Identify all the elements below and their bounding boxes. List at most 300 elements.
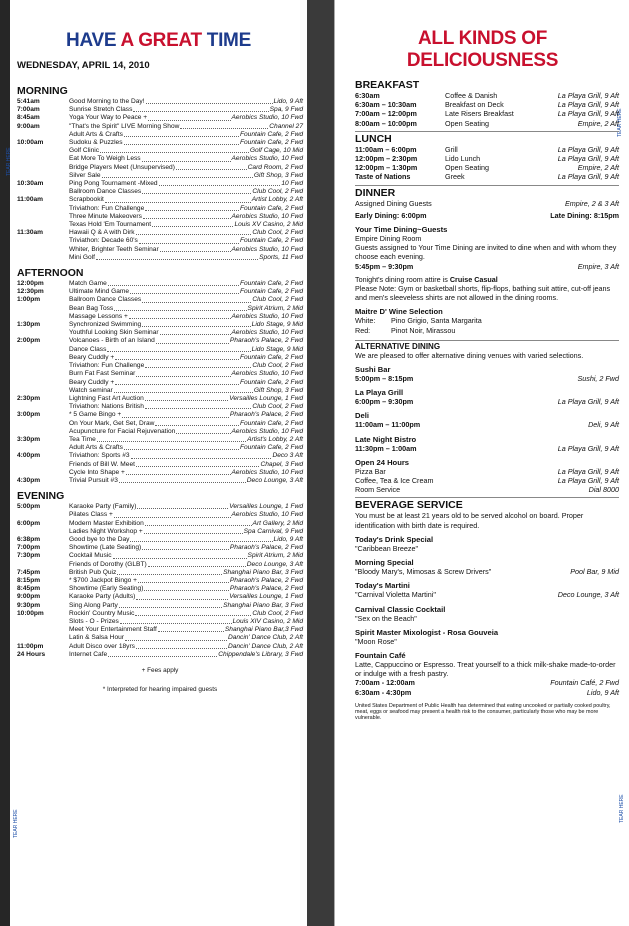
event-name: Ladies Night Workshop + [69, 527, 143, 535]
schedule-time: 10:30am [17, 180, 44, 188]
schedule-event [69, 503, 303, 511]
schedule-event [69, 528, 303, 536]
lunch-location: La Playa Grill, 9 Aft [557, 154, 619, 164]
schedule-event [69, 221, 303, 229]
event-location: Fountain Cafe, 2 Fwd [239, 130, 303, 138]
schedule-event [69, 362, 303, 370]
open-24-list [355, 467, 619, 495]
breakfast-location: La Playa Grill, 9 Aft [557, 109, 619, 119]
open-24-item: Pizza Bar [355, 466, 386, 476]
schedule-row [17, 643, 303, 651]
leader-dots [100, 147, 249, 153]
beverage-intro: You must be at least 21 years old to be served alcohol on board. Proper identification with birth date is required. [355, 511, 584, 530]
schedule-event [69, 321, 303, 329]
leader-dots [136, 461, 260, 467]
schedule-events [69, 552, 303, 568]
event-name: Cocktail Music [69, 552, 112, 560]
event-location: Club Cool, 2 Fwd [252, 296, 303, 304]
venue-location: Sushi, 2 Fwd [577, 374, 619, 384]
event-name: Beary Cuddly + [69, 353, 115, 361]
beverage-text: "Bloody Mary's, Mimosas & Screw Drivers" [355, 567, 492, 577]
lunch-time: 12:00pm – 1:30pm [355, 163, 418, 173]
schedule-event [69, 643, 303, 651]
event-name: Tea Time [69, 435, 96, 443]
schedule-events [69, 503, 303, 519]
lunch-item: Open Seating [445, 163, 489, 173]
leader-dots [145, 520, 252, 526]
event-location: Golf Cage, 10 Mid [249, 147, 303, 155]
event-name: Dance Class [69, 345, 107, 353]
event-location: Aerobics Studio, 10 Fwd [231, 114, 303, 122]
schedule-event [69, 610, 303, 618]
schedule-event [69, 329, 303, 337]
beverage-row [355, 544, 619, 553]
leader-dots [114, 305, 246, 311]
breakfast-row [355, 100, 619, 109]
breakfast-time: 6:30am – 10:30am [355, 100, 417, 110]
schedule-event [69, 139, 303, 147]
event-name: Ping Pong Tournament -Mixed [69, 180, 158, 188]
event-location: Spa, 9 Fwd [269, 106, 303, 114]
breakfast-location: La Playa Grill, 9 Aft [557, 100, 619, 110]
tear-here-label-right-2: TEAR HERE [619, 794, 625, 823]
breakfast-item: Open Seating [445, 118, 489, 128]
leader-dots [142, 321, 250, 327]
breakfast-item: Breakfast on Deck [445, 100, 504, 110]
event-name: "That's the Spirit" LIVE Morning Show [69, 122, 180, 130]
schedule-events [69, 610, 303, 643]
event-name: Golf Clinic [69, 147, 100, 155]
leader-dots [158, 626, 224, 632]
event-name: Ballroom Dance Classes [69, 296, 142, 304]
leader-dots [131, 452, 272, 458]
leader-dots [137, 503, 228, 509]
event-location: Pharaoh's Palace, 2 Fwd [229, 585, 303, 593]
breakfast-row [355, 109, 619, 118]
event-name: Triviathon: Decade 60's [69, 237, 138, 245]
schedule-event [69, 536, 303, 544]
event-location: Deco Lounge, 3 Aft [246, 476, 303, 484]
section-heading: EVENING [17, 490, 65, 503]
event-name: Acupuncture for Facial Rejuvenation [69, 427, 176, 435]
event-name: Lightning Fast Art Auction [69, 394, 144, 402]
event-location: Spirit Atrium, 2 Mid [247, 304, 303, 312]
breakfast-location: La Playa Grill, 9 Aft [557, 91, 619, 100]
interpreted-note: * Interpreted for hearing impaired guests [102, 686, 218, 693]
schedule-events [69, 520, 303, 536]
event-location: Pharaoh's Palace, 2 Fwd [229, 576, 303, 584]
schedule-date: WEDNESDAY, APRIL 14, 2010 [17, 60, 150, 71]
event-location: Fountain Cafe, 2 Fwd [239, 288, 303, 296]
schedule-row [17, 337, 303, 394]
schedule-event [69, 229, 303, 237]
beverage-title: Carnival Classic Cocktail [355, 604, 446, 614]
event-name: Good bye to the Day [69, 535, 130, 543]
schedule-event [69, 452, 303, 460]
schedule-row [17, 593, 303, 601]
lunch-time: Taste of Nations [355, 172, 411, 182]
beverage-title: Today's Martini [355, 581, 410, 591]
schedule-event [69, 411, 303, 419]
leader-dots [136, 593, 228, 599]
schedule-events [69, 395, 303, 411]
alt-venue-list [355, 365, 619, 453]
schedule-events [69, 477, 303, 485]
schedule-time: 7:00am [17, 106, 40, 114]
event-name: Whiter, Brighter Teeth Seminar [69, 245, 159, 253]
event-location: 10 Fwd [281, 180, 303, 188]
schedule-row [17, 114, 303, 122]
schedule-time: 11:00pm [17, 642, 44, 650]
schedule-time: 7:30pm [17, 552, 41, 560]
event-name: Good Morning to the Day! [69, 98, 145, 105]
event-location: Aerobics Studio, 10 Fwd [231, 312, 303, 320]
right-page [334, 0, 629, 926]
event-name: Slots - O - Prizes [69, 617, 119, 625]
title-part-1: HAVE [66, 30, 121, 51]
schedule-event [69, 634, 303, 642]
event-name: Massage Lessons + [69, 312, 128, 320]
event-location: Spa Carnival, 9 Fwd [243, 527, 303, 535]
event-location: Fountain Cafe, 2 Fwd [239, 280, 303, 288]
leader-dots [148, 114, 230, 120]
schedule-row [17, 180, 303, 196]
leader-dots [115, 354, 239, 360]
schedule-event [69, 602, 303, 610]
schedule-events [69, 114, 303, 122]
leader-dots [159, 180, 281, 186]
assigned-dining-location: Empire, 2 & 3 Aft [564, 198, 619, 208]
event-name: * 5 Game Bingo + [69, 411, 122, 419]
schedule-events [69, 180, 303, 196]
attire-note: Please Note: Gym or basketball shorts, flip-flops, bathing suit attire, cut-off jeans and men's sleeveless shirts are not allowed in the dining rooms. [355, 284, 611, 303]
title-part-3: TIME [206, 30, 251, 51]
schedule-row [17, 569, 303, 577]
open-24-location: La Playa Grill, 9 Aft [557, 466, 619, 476]
event-location: Pharaoh's Palace, 2 Fwd [229, 411, 303, 419]
wine-white [355, 316, 619, 325]
venue-location: Deli, 9 Aft [588, 420, 619, 430]
event-location: Lido, 9 Aft [273, 535, 303, 543]
event-location: Fountain Cafe, 2 Fwd [239, 378, 303, 386]
schedule-time: 12:00pm [17, 280, 44, 288]
schedule-time: 5:00pm [17, 503, 41, 511]
event-location: Aerobics Studio, 10 Fwd [231, 427, 303, 435]
open-24-item: Coffee, Tea & Ice Cream [355, 476, 434, 486]
lunch-list [355, 145, 619, 182]
event-location: Aerobics Studio, 10 Fwd [231, 468, 303, 476]
schedule-events [69, 643, 303, 651]
event-name: Pilates Class + [69, 511, 113, 519]
schedule-event [69, 444, 303, 452]
event-name: Trivial Pursuit #3 [69, 476, 118, 484]
schedule-event [69, 246, 303, 254]
venue-row [355, 420, 619, 429]
schedule-event [69, 618, 303, 626]
schedule-event [69, 403, 303, 411]
event-location: Deco 3 Aft [272, 452, 303, 460]
event-location: Fountain Cafe, 2 Fwd [239, 237, 303, 245]
event-name: Modern Master Exhibition [69, 519, 144, 527]
right-title [335, 28, 629, 72]
leader-dots [124, 131, 239, 137]
schedule-events [69, 123, 303, 139]
schedule-events [69, 436, 303, 452]
schedule-event [69, 296, 303, 304]
dining-guide [355, 76, 619, 721]
event-location: Art Gallery, 2 Mid [252, 519, 303, 527]
lunch-row [355, 163, 619, 172]
event-name: Karaoke Party (Adults) [69, 593, 136, 601]
event-name: Synchronized Swimming [69, 321, 142, 329]
event-name: Showtime (Early Seating) [69, 585, 144, 593]
your-time-hours: 5:45pm – 9:30pm [355, 261, 414, 271]
schedule-event [69, 213, 303, 221]
schedule-sections [17, 85, 303, 659]
schedule-events [69, 651, 303, 659]
leader-dots [119, 602, 222, 608]
event-location: Versailles Lounge, 1 Fwd [229, 593, 303, 601]
event-location: Club Cool, 2 Fwd [252, 403, 303, 411]
venue-row [355, 374, 619, 383]
beverage-title: Morning Special [355, 558, 414, 568]
cafe-text: Latte, Cappuccino or Espresso. Treat yourself to a thick milk-shake made-to-order or indulge with a fresh pastry. [355, 659, 616, 679]
breakfast-list [355, 91, 619, 128]
schedule-event [69, 254, 303, 262]
schedule-event [69, 180, 303, 188]
leader-dots [108, 280, 239, 286]
wine-red [355, 326, 619, 335]
section-heading: MORNING [17, 85, 68, 97]
event-location: Aerobics Studio, 10 Fwd [231, 155, 303, 163]
schedule-time: 6:00pm [17, 519, 41, 527]
activity-schedule [17, 60, 303, 693]
event-location: Fountain Cafe, 2 Fwd [239, 419, 303, 427]
leader-dots [129, 313, 231, 319]
tear-here-label-2: TEAR HERE [13, 809, 19, 838]
breakfast-heading: BREAKFAST [355, 79, 420, 91]
lunch-location: La Playa Grill, 9 Aft [557, 172, 619, 182]
breakfast-row [355, 119, 619, 128]
event-location: Fountain Cafe, 2 Fwd [239, 139, 303, 147]
schedule-row [17, 123, 303, 139]
schedule-row [17, 411, 303, 436]
event-location: Aerobics Studio, 10 Fwd [231, 511, 303, 519]
event-location: Pharaoh's Palace, 2 Fwd [229, 544, 303, 552]
wine-red-value: Pinot Noir, Mirassou [391, 325, 456, 335]
beverage-row [355, 637, 619, 646]
your-time-text: Guests assigned to Your Time Dining are invited to dine when and with whom they choose each evening. [355, 243, 617, 262]
event-location: Aerobics Studio, 10 Fwd [231, 370, 303, 378]
event-name: Cycle Into Shape + [69, 468, 125, 476]
leader-dots [119, 477, 246, 483]
breakfast-location: Empire, 2 Aft [577, 118, 619, 128]
schedule-event [69, 123, 303, 131]
schedule-events [69, 196, 303, 229]
your-time-location: Empire, 3 Aft [577, 261, 619, 271]
cafe-hours-location: Lido, 9 Aft [586, 687, 619, 697]
schedule-time: 2:00pm [17, 337, 41, 345]
schedule-event [69, 337, 303, 345]
alt-dining-intro: We are pleased to offer alternative dining venues with varied selections. [355, 350, 584, 360]
schedule-row [17, 280, 303, 288]
cafe-heading: Fountain Café [355, 650, 406, 660]
attire-line [355, 275, 619, 284]
schedule-events [69, 593, 303, 601]
beverage-location: Pool Bar, 9 Mid [570, 567, 619, 577]
event-location: Gift Shop, 3 Fwd [253, 171, 303, 179]
leader-dots [107, 346, 250, 352]
event-name: Adult Arts & Crafts [69, 130, 123, 138]
schedule-time: 10:00pm [17, 609, 44, 617]
schedule-events [69, 139, 303, 180]
beverage-row [355, 614, 619, 623]
event-location: Card Room, 2 Fwd [247, 163, 303, 171]
lunch-row [355, 145, 619, 154]
event-name: Hawaii Q & A with Dirk [69, 229, 135, 237]
event-location: Dancin' Dance Club, 2 Aft [227, 642, 303, 650]
left-page-edge [0, 0, 10, 926]
event-name: Triviathon: Fun Challenge [69, 204, 145, 212]
event-name: Showtime (Late Seating) [69, 544, 142, 552]
left-page [0, 0, 308, 926]
event-location: Chapel, 3 Fwd [260, 460, 303, 468]
leader-dots [102, 172, 253, 178]
schedule-row [17, 503, 303, 519]
left-title [10, 30, 307, 52]
schedule-events [69, 536, 303, 544]
lunch-time: 11:00am – 6:00pm [355, 144, 417, 154]
leader-dots [143, 213, 231, 219]
event-location: Channel 27 [269, 122, 303, 130]
leader-dots [160, 329, 231, 335]
cafe-row [355, 678, 619, 687]
venue-hours: 11:00am – 11:00pm [355, 420, 421, 430]
schedule-event [69, 651, 303, 659]
venue-name: Sushi Bar [355, 365, 391, 375]
event-name: Mini Golf [69, 253, 96, 261]
schedule-event [69, 469, 303, 477]
title-part-2: A GREAT [120, 30, 207, 51]
leader-dots [176, 428, 230, 434]
seating-times [355, 211, 619, 220]
schedule-event [69, 379, 303, 387]
lunch-location: Empire, 2 Aft [577, 163, 619, 173]
your-time-heading: Your Time Dining~Guests [355, 225, 448, 235]
event-name: Sudoku & Puzzles [69, 139, 123, 147]
venue-name: La Playa Grill [355, 388, 404, 398]
venue-hours: 11:30pm – 1:00am [355, 443, 417, 453]
event-name: Triviathon: Fun Challenge [69, 362, 145, 370]
schedule-events [69, 544, 303, 552]
event-location: Versailles Lounge, 1 Fwd [229, 503, 303, 511]
schedule-row [17, 106, 303, 114]
venue-location: La Playa Grill, 9 Aft [557, 443, 619, 453]
event-location: Louis XV Casino, 2 Mid [234, 221, 303, 229]
schedule-row [17, 288, 303, 296]
beverage-text: "Sex on the Beach" [355, 613, 417, 623]
leader-dots [180, 123, 268, 129]
event-name: Bridge Players Meet (Unsupervised) [69, 163, 175, 171]
beverage-text: "Caribbean Breeze" [355, 543, 419, 553]
schedule-time: 6:38pm [17, 535, 41, 543]
lunch-row [355, 172, 619, 181]
event-location: Dancin' Dance Club, 2 Aft [227, 634, 303, 642]
schedule-event [69, 626, 303, 634]
lunch-time: 12:00pm – 2:30pm [355, 154, 418, 164]
schedule-event [69, 561, 303, 569]
event-name: Friends of Dorothy (GLBT) [69, 560, 147, 568]
lunch-location: La Playa Grill, 9 Aft [557, 144, 619, 154]
schedule-events [69, 280, 303, 288]
venue-name: Late Night Bistro [355, 434, 417, 444]
fees-note: + Fees apply [141, 667, 179, 674]
schedule-time: 9:00am [17, 122, 40, 130]
event-name: Match Game [69, 280, 107, 288]
event-location: Spirit Atrium, 2 Mid [247, 552, 303, 560]
schedule-event [69, 577, 303, 585]
leader-dots [114, 511, 231, 517]
schedule-event [69, 106, 303, 114]
event-name: Scrapbookit [69, 196, 104, 204]
schedule-event [69, 395, 303, 403]
breakfast-time: 8:00am – 10:00pm [355, 118, 417, 128]
schedule-time: 3:30pm [17, 435, 41, 443]
schedule-time: 1:00pm [17, 296, 41, 304]
leader-dots [130, 536, 272, 542]
schedule-event [69, 387, 303, 395]
schedule-row [17, 651, 303, 659]
schedule-events [69, 296, 303, 321]
leader-dots [96, 254, 258, 260]
schedule-row [17, 477, 303, 485]
event-name: Yoga Your Way to Peace + [69, 114, 148, 122]
schedule-event [69, 477, 303, 485]
your-time-row [355, 262, 619, 271]
schedule-time: 9:30pm [17, 601, 41, 609]
schedule-event [69, 585, 303, 593]
event-location: Fountain Cafe, 2 Fwd [239, 444, 303, 452]
schedule-event [69, 428, 303, 436]
open-24-row [355, 476, 619, 485]
leader-dots [156, 337, 229, 343]
cafe-hours-location: Fountain Café, 2 Fwd [550, 678, 619, 688]
event-location: Sports, 11 Fwd [259, 253, 303, 261]
tear-here-label: TEAR HERE [6, 147, 12, 176]
event-location: Pharaoh's Palace, 2 Fwd [229, 337, 303, 345]
open-24-heading: Open 24 Hours [355, 457, 410, 467]
leader-dots [146, 98, 273, 104]
leader-dots [176, 164, 247, 170]
schedule-time: 8:15pm [17, 576, 41, 584]
schedule-events [69, 337, 303, 394]
health-disclaimer: United States Department of Public Health has determined that eating uncooked or partially cooked poultry, meat, eggs or seafood may present a health risk to the consumer, particularly those who may be more vulnerable. [355, 702, 611, 722]
leader-dots [117, 569, 222, 575]
leader-dots [126, 469, 231, 475]
schedule-row [17, 196, 303, 229]
beverage-text: "Carnival Violetta Martini" [355, 590, 436, 600]
event-name: Karaoke Party (Family) [69, 503, 137, 511]
leader-dots [97, 436, 246, 442]
event-name: British Pub Quiz [69, 568, 117, 576]
open-24-location: La Playa Grill, 9 Aft [557, 476, 619, 486]
early-dining: Early Dining: 6:00pm [355, 210, 427, 220]
schedule-events [69, 452, 303, 477]
schedule-events [69, 321, 303, 337]
schedule-row [17, 544, 303, 552]
event-location: Shanghai Piano Bar,3 Fwd [224, 626, 303, 634]
open-24-row [355, 467, 619, 476]
